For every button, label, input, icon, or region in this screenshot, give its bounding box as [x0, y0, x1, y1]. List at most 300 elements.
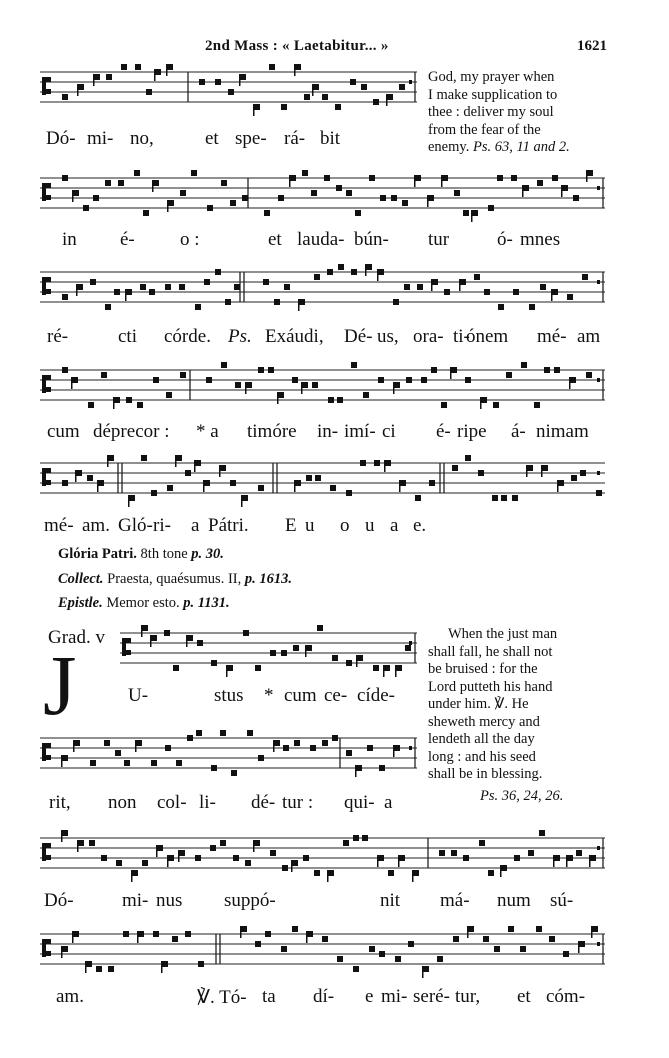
neume-icon [96, 966, 102, 972]
neume-icon [579, 941, 585, 947]
neume-icon [558, 480, 564, 486]
neume-icon [439, 850, 445, 856]
neume-icon [474, 274, 480, 280]
lyric-syllable: col- [157, 792, 187, 813]
neume-icon [254, 840, 260, 846]
neume-icon [592, 926, 598, 932]
neume-icon [302, 170, 308, 176]
lyric-syllable: a [390, 515, 399, 536]
translation-line: under him. ℣. He [428, 696, 529, 712]
neume-icon [134, 170, 140, 176]
epistle-note [58, 595, 230, 612]
neume-icon [408, 941, 414, 947]
epistle-page-ref: p. 1131. [183, 595, 230, 611]
lyric-syllable: no, [130, 128, 154, 149]
neume-icon [395, 956, 401, 962]
neume-stem [113, 397, 115, 409]
psalm-marker: Ps. [228, 326, 252, 347]
neume-icon [567, 294, 573, 300]
neume-stem [239, 74, 241, 86]
neume-icon [379, 951, 385, 957]
lyric-syllable: rit, [49, 792, 71, 813]
neume-icon [310, 745, 316, 751]
neume-icon [87, 475, 93, 481]
neume-icon [304, 94, 310, 100]
neume-icon [142, 860, 148, 866]
neume-icon [483, 936, 489, 942]
neume-icon [167, 64, 173, 70]
neume-stem [541, 465, 543, 477]
neume-icon [121, 64, 127, 70]
neume-icon [405, 645, 411, 651]
do-clef-icon [42, 939, 46, 957]
neume-stem [273, 740, 275, 752]
lyric-syllable: déprecor : [93, 421, 170, 442]
neume-stem [61, 830, 63, 842]
lyric-syllable: * [264, 685, 274, 706]
neume-icon [258, 485, 264, 491]
lyric-syllable: ó- [497, 229, 513, 250]
neume-icon [452, 465, 458, 471]
neume-icon [62, 755, 68, 761]
neume-icon [393, 299, 399, 305]
neume-stem [365, 264, 367, 276]
neume-icon [225, 299, 231, 305]
neume-stem [167, 855, 169, 867]
neume-icon [165, 284, 171, 290]
neume-icon [204, 480, 210, 486]
neume-stem [312, 84, 314, 96]
neume-icon [374, 460, 380, 466]
neume-icon [234, 284, 240, 290]
lyric-syllable: mé- [44, 515, 74, 536]
neume-icon [62, 175, 68, 181]
neume-icon [384, 665, 390, 671]
neume-icon [441, 402, 447, 408]
neume-icon [78, 84, 84, 90]
neume-icon [86, 961, 92, 967]
translation-line [428, 139, 606, 157]
lyric-syllable: Dó- [44, 890, 74, 911]
neume-icon [173, 665, 179, 671]
neume-stem [551, 289, 553, 301]
neume-icon [346, 490, 352, 496]
neume-icon [90, 760, 96, 766]
neume-icon [527, 465, 533, 471]
do-clef-icon [46, 387, 51, 392]
neume-icon [210, 845, 216, 851]
neume-icon [394, 745, 400, 751]
lyric-syllable: spe- [235, 128, 267, 149]
neume-icon [149, 289, 155, 295]
lyric-syllable: o [340, 515, 350, 536]
do-clef-icon [46, 855, 51, 860]
neume-icon [83, 205, 89, 211]
neume-stem [186, 635, 188, 647]
do-clef-icon [46, 951, 51, 956]
neume-icon [62, 367, 68, 373]
lyric-syllable: córde. [164, 326, 211, 347]
neume-stem [591, 926, 593, 938]
neume-icon [101, 855, 107, 861]
neume-icon [366, 264, 372, 270]
neume-icon [220, 730, 226, 736]
neume-icon [444, 289, 450, 295]
running-title: 2nd Mass : « Laetabitur... » [205, 38, 389, 54]
neume-icon [586, 372, 592, 378]
neume-stem [500, 865, 502, 877]
neume-icon [514, 855, 520, 861]
neume-icon [151, 490, 157, 496]
neume-stem [301, 382, 303, 394]
neume-icon [404, 284, 410, 290]
neume-stem [125, 289, 127, 301]
neume-icon [74, 740, 80, 746]
neume-icon [73, 931, 79, 937]
lyric-syllable: ci [382, 421, 396, 442]
gradual-label: Grad. v [48, 627, 105, 648]
do-clef-icon [46, 183, 51, 188]
neume-icon [328, 397, 334, 403]
neume-stem [467, 926, 469, 938]
lyric-syllable: á- [511, 421, 526, 442]
lyric-syllable: dí- [313, 986, 335, 1007]
neume-stem [586, 170, 588, 182]
neume-stem [93, 74, 95, 86]
neume-icon [124, 760, 130, 766]
neume-icon [108, 966, 114, 972]
do-clef-icon [46, 375, 51, 380]
neume-icon [240, 74, 246, 80]
neume-stem [240, 926, 242, 938]
neume-icon [233, 855, 239, 861]
gloria-tone: 8th tone [140, 546, 188, 562]
neume-stem [154, 69, 156, 81]
lyric-syllable: Pátri. [208, 515, 249, 536]
neume-icon [191, 170, 197, 176]
neume-icon [284, 284, 290, 290]
do-clef-icon [46, 89, 51, 94]
neume-icon [432, 279, 438, 285]
neume-icon [230, 200, 236, 206]
neume-icon [104, 740, 110, 746]
lyric-syllable: suppó- [224, 890, 276, 911]
neume-icon [269, 64, 275, 70]
lyric-syllable: et [268, 229, 282, 250]
do-clef-icon [46, 77, 51, 82]
neume-icon [227, 665, 233, 671]
neume-icon [508, 926, 514, 932]
neume-icon [108, 455, 114, 461]
neume-icon [346, 660, 352, 666]
neume-icon [571, 475, 577, 481]
neume-icon [391, 195, 397, 201]
neume-stem [414, 175, 416, 187]
neume-icon [270, 650, 276, 656]
lyric-syllable: tur [428, 229, 450, 250]
neume-icon [72, 377, 78, 383]
neume-icon [402, 200, 408, 206]
neume-icon [118, 180, 124, 186]
neume-icon [563, 951, 569, 957]
neume-icon [542, 465, 548, 471]
lyric-syllable: ce- [324, 685, 348, 706]
neume-icon [350, 79, 356, 85]
neume-icon [123, 931, 129, 937]
lyric-syllable: mi- [87, 128, 114, 149]
neume-icon [90, 279, 96, 285]
neume-stem [431, 279, 433, 291]
neume-icon [135, 64, 141, 70]
custos-icon [597, 942, 600, 946]
neume-stem [393, 382, 395, 394]
translation-line-text: enemy. [428, 139, 470, 155]
neume-icon [314, 274, 320, 280]
neume-icon [180, 372, 186, 378]
neume-icon [220, 465, 226, 471]
neume-stem [219, 465, 221, 477]
neume-icon [281, 104, 287, 110]
neume-stem [150, 635, 152, 647]
lyric-syllable: sú- [550, 890, 574, 911]
neume-icon [290, 175, 296, 181]
neume-stem [377, 855, 379, 867]
neume-icon [501, 495, 507, 501]
lyric-syllable: dé- [251, 792, 276, 813]
neume-icon [211, 660, 217, 666]
neume-icon [268, 367, 274, 373]
neume-icon [245, 860, 251, 866]
neume-icon [437, 956, 443, 962]
neume-icon [332, 655, 338, 661]
neume-stem [241, 495, 243, 507]
lyric-syllable: é- [436, 421, 451, 442]
neume-icon [328, 870, 334, 876]
neume-icon [312, 382, 318, 388]
neume-icon [378, 377, 384, 383]
gloria-label: Glória Patri. [58, 546, 137, 562]
lyric-syllable: ónem [466, 326, 509, 347]
lyric-syllable: ora- [413, 326, 444, 347]
neume-icon [338, 264, 344, 270]
neume-icon [228, 89, 234, 95]
neume-icon [337, 397, 343, 403]
neume-icon [369, 946, 375, 952]
neume-icon [220, 840, 226, 846]
do-clef-icon [46, 843, 51, 848]
neume-icon [346, 190, 352, 196]
neume-icon [258, 367, 264, 373]
neume-icon [221, 180, 227, 186]
neume-icon [195, 460, 201, 466]
neume-icon [101, 372, 107, 378]
neume-icon [105, 180, 111, 186]
neume-icon [540, 284, 546, 290]
neume-stem [386, 94, 388, 106]
neume-stem [77, 84, 79, 96]
neume-icon [343, 840, 349, 846]
neume-icon [293, 645, 299, 651]
neume-icon [330, 485, 336, 491]
neume-icon [488, 870, 494, 876]
neume-icon [221, 362, 227, 368]
psalm-reference: Ps. 63, 11 and 2. [472, 139, 570, 155]
neume-stem [156, 845, 158, 857]
neume-stem [161, 961, 163, 973]
neume-icon [380, 195, 386, 201]
neume-icon [468, 926, 474, 932]
neume-icon [129, 495, 135, 501]
neume-icon [132, 870, 138, 876]
neume-icon [362, 835, 368, 841]
neume-stem [226, 665, 228, 677]
neume-icon [62, 830, 68, 836]
lyric-syllable: mi- [381, 986, 408, 1007]
neume-icon [172, 936, 178, 942]
neume-icon [373, 665, 379, 671]
neume-stem [526, 465, 528, 477]
neume-icon [215, 79, 221, 85]
translation-line: thee : deliver my soul [428, 104, 554, 120]
neume-icon [400, 480, 406, 486]
neume-icon [292, 860, 298, 866]
translation-line: Lord putteth his hand [428, 678, 553, 695]
neume-icon [378, 855, 384, 861]
neume-icon [282, 865, 288, 871]
neume-icon [78, 840, 84, 846]
neume-icon [529, 304, 535, 310]
epistle-text: Memor esto. [106, 595, 180, 611]
lyric-syllable: * a [196, 421, 219, 442]
neume-icon [520, 946, 526, 952]
neume-icon [478, 470, 484, 476]
neume-icon [387, 94, 393, 100]
neume-icon [76, 470, 82, 476]
lyric-syllable: imí- [344, 421, 376, 442]
neume-icon [62, 480, 68, 486]
gloria-page-ref: p. 30. [191, 546, 224, 562]
neume-icon [367, 745, 373, 751]
neume-icon [295, 64, 301, 70]
lyric-syllable: tur : [282, 792, 314, 813]
lyric-syllable: non [108, 792, 137, 813]
neume-stem [128, 495, 130, 507]
neume-stem [76, 284, 78, 296]
neume-icon [396, 665, 402, 671]
neume-stem [561, 185, 563, 197]
neume-icon [521, 362, 527, 368]
do-clef-icon [42, 468, 46, 486]
neume-icon [179, 284, 185, 290]
neume-icon [451, 367, 457, 373]
neume-icon [274, 740, 280, 746]
neume-icon [98, 480, 104, 486]
lyric-syllable: bit [320, 128, 341, 149]
neume-icon [176, 455, 182, 461]
neume-icon [302, 382, 308, 388]
neume-icon [406, 377, 412, 383]
neume-icon [162, 961, 168, 967]
lyric-syllable: bún- [354, 229, 389, 250]
translation-line: I make supplication to [428, 86, 558, 103]
epistle-label: Epistle. [58, 595, 103, 611]
neume-icon [363, 392, 369, 398]
do-clef-icon [46, 289, 51, 294]
neume-icon [431, 367, 437, 373]
neume-stem [384, 460, 386, 472]
custos-icon [597, 186, 600, 190]
neume-stem [450, 367, 452, 379]
drop-capital: J [43, 637, 77, 733]
neume-icon [552, 175, 558, 181]
neume-stem [253, 840, 255, 852]
neume-icon [497, 175, 503, 181]
neume-icon [165, 745, 171, 751]
lyric-syllable: mé- [537, 326, 567, 347]
neume-icon [283, 745, 289, 751]
neume-icon [241, 926, 247, 932]
neume-icon [498, 304, 504, 310]
neume-icon [295, 480, 301, 486]
translation-line: lendeth all the day [428, 731, 535, 747]
translation-line: long : and his seed [428, 748, 536, 765]
lyric-syllable: Dó- [46, 128, 76, 149]
lyric-syllable: mi- [122, 890, 149, 911]
lyric-syllable: ti- [453, 326, 470, 347]
neume-stem [569, 377, 571, 389]
do-clef-icon [46, 743, 51, 748]
lyric-syllable: a [191, 515, 200, 536]
neume-icon [231, 770, 237, 776]
collect-label: Collect. [58, 571, 104, 587]
neume-icon [523, 185, 529, 191]
lyric-syllable: us, [377, 326, 399, 347]
neume-stem [305, 645, 307, 657]
neume-icon [187, 735, 193, 741]
do-clef-icon [42, 375, 46, 393]
neume-icon [114, 289, 120, 295]
lyric-syllable: tur, [455, 986, 481, 1007]
neume-icon [554, 855, 560, 861]
do-clef-icon [42, 77, 46, 95]
neume-icon [421, 377, 427, 383]
neume-stem [327, 870, 329, 882]
neume-icon [255, 665, 261, 671]
neume-icon [335, 104, 341, 110]
neume-icon [536, 926, 542, 932]
lyric-syllable: et [517, 986, 531, 1007]
neume-icon [274, 299, 280, 305]
neume-stem [75, 470, 77, 482]
lyric-syllable: cóm- [546, 986, 586, 1007]
neume-stem [245, 382, 247, 394]
neume-icon [369, 175, 375, 181]
lyric-syllable: ℣. Tó- [197, 987, 247, 1008]
neume-stem [557, 480, 559, 492]
neume-icon [534, 402, 540, 408]
lyric-syllable: cum [47, 421, 80, 442]
neume-icon [501, 865, 507, 871]
neume-icon [373, 99, 379, 105]
neume-icon [596, 490, 602, 496]
neume-icon [322, 740, 328, 746]
neume-stem [141, 625, 143, 637]
lyric-syllable: cum [284, 685, 317, 706]
neume-stem [441, 175, 443, 187]
neume-icon [195, 304, 201, 310]
neume-icon [151, 760, 157, 766]
neume-icon [399, 84, 405, 90]
